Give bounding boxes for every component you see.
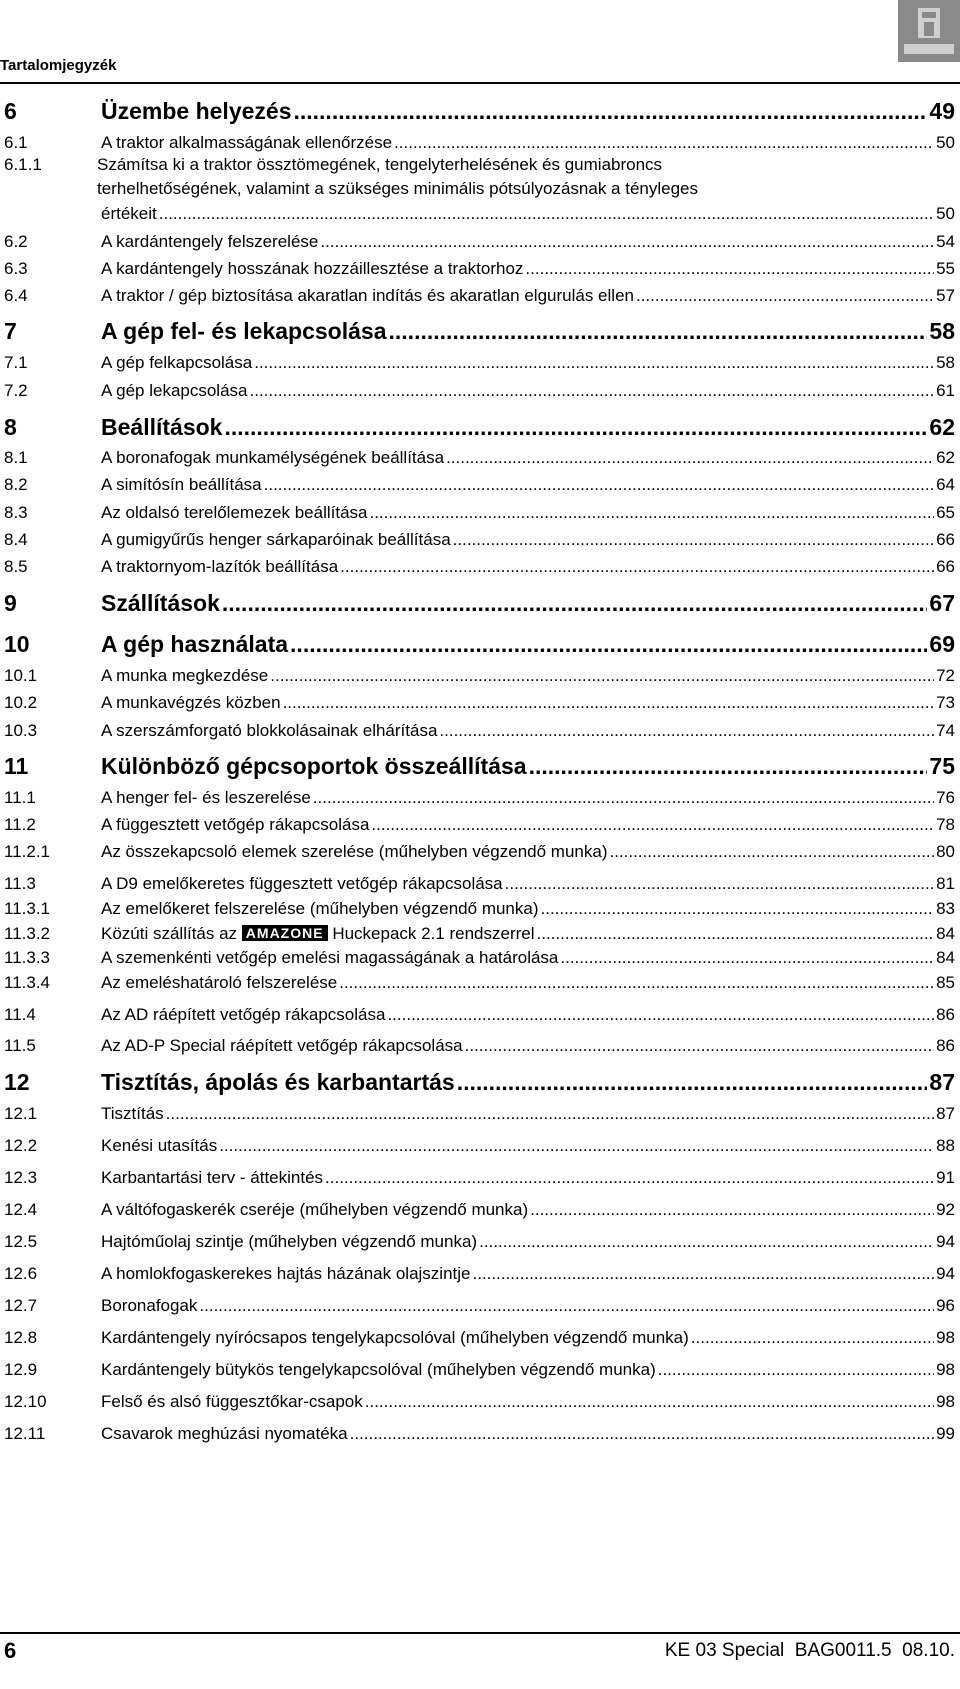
toc-title: Csavarok meghúzási nyomatéka: [101, 1424, 348, 1443]
toc-title: Hajtóműolaj szintje (műhelyben végzendő munka): [101, 1232, 478, 1251]
toc-leader: [525, 257, 934, 281]
toc-title: Kardántengely nyírócsapos tengelykapcsolóval (műhelyben végzendő munka): [101, 1328, 689, 1347]
toc-title: Kenési utasítás: [101, 1136, 218, 1155]
toc-entry-8-2[interactable]: [0, 473, 960, 497]
toc-entry-11-3[interactable]: [0, 872, 960, 896]
toc-entry-11-4[interactable]: [0, 1003, 960, 1027]
toc-entry-11-5[interactable]: [0, 1034, 960, 1058]
toc-leader: [290, 630, 927, 658]
footer-document-reference: KE 03 Special BAG0011.5 08.10.: [664, 1640, 955, 1661]
toc-number: 11.2.1: [4, 842, 51, 861]
toc-page: 76: [936, 788, 955, 807]
toc-entry-7-2[interactable]: [0, 379, 960, 403]
toc-number: 12.3: [4, 1168, 38, 1187]
toc-page: 87: [936, 1104, 955, 1123]
toc-leader: [224, 413, 927, 441]
toc-page: 94: [936, 1232, 955, 1251]
toc-number: 7.1: [4, 353, 28, 372]
toc-number: 11.3.3: [4, 948, 51, 967]
toc-leader: [159, 202, 934, 226]
toc-page: 67: [929, 590, 955, 616]
toc-entry-10-3[interactable]: [0, 719, 960, 743]
toc-leader: [691, 1326, 934, 1350]
toc-title: Kardántengely bütykös tengelykapcsolóval (műhelyben végzendő munka): [101, 1360, 656, 1379]
toc-leader: [365, 1390, 934, 1414]
toc-page: 75: [929, 753, 955, 779]
toc-title: [101, 922, 535, 946]
toc-page: 73: [936, 693, 955, 712]
toc-number: 8.2: [4, 475, 28, 494]
toc-page: 55: [936, 259, 955, 278]
toc-page: 98: [936, 1392, 955, 1411]
toc-page: 49: [929, 98, 955, 124]
toc-leader: [658, 1358, 934, 1382]
toc-entry-11-3-4[interactable]: [0, 971, 960, 995]
toc-number: 8.5: [4, 557, 28, 576]
toc-entry-12-2[interactable]: [0, 1134, 960, 1158]
toc-page: 94: [936, 1264, 955, 1283]
toc-entry-6-2[interactable]: [0, 230, 960, 254]
toc-number: 11.4: [4, 1005, 36, 1024]
toc-number: 7: [4, 318, 17, 344]
toc-entry-8-4[interactable]: [0, 528, 960, 552]
toc-entry-12-1[interactable]: [0, 1102, 960, 1126]
toc-title: A gép felkapcsolása: [101, 353, 253, 372]
toc-entry-12-3[interactable]: [0, 1166, 960, 1190]
amazone-logo: [898, 0, 960, 62]
toc-entry-9[interactable]: [0, 589, 960, 617]
toc-number: 11.3.2: [4, 924, 51, 943]
toc-leader: [293, 97, 927, 125]
toc-page: 92: [936, 1200, 955, 1219]
toc-leader: [530, 1198, 934, 1222]
toc-entry-11-3-3[interactable]: [0, 946, 960, 970]
toc-leader: [537, 922, 935, 946]
toc-entry-7[interactable]: [0, 317, 960, 345]
toc-leader: [387, 1003, 934, 1027]
toc-page: 64: [936, 475, 955, 494]
toc-number: 10.2: [4, 693, 38, 712]
toc-number: 11.2: [4, 815, 36, 834]
toc-leader: [313, 786, 934, 810]
toc-number: 12.11: [4, 1424, 46, 1443]
toc-leader: [389, 317, 928, 345]
toc-page: 86: [936, 1005, 955, 1024]
toc-leader: [465, 1034, 934, 1058]
toc-number: 11: [4, 753, 29, 779]
toc-leader: [369, 501, 934, 525]
toc-page: 85: [936, 973, 955, 992]
toc-page: 74: [936, 721, 955, 740]
toc-entry-6-1[interactable]: [0, 131, 960, 155]
toc-page: 91: [936, 1168, 955, 1187]
toc-title: A váltófogaskerék cseréje (műhelyben végzendő munka): [101, 1200, 529, 1219]
toc-page: 58: [929, 318, 955, 344]
toc-number: 6.4: [4, 286, 28, 305]
toc-number: 11.3.4: [4, 973, 51, 992]
toc-entry-12-4[interactable]: [0, 1198, 960, 1222]
toc-entry-11-2-1[interactable]: [0, 840, 960, 864]
toc-page: 61: [936, 381, 955, 400]
toc-title: A függesztett vetőgép rákapcsolása: [101, 815, 370, 834]
header-rule: [0, 82, 960, 84]
toc-leader: [394, 131, 934, 155]
toc-entry-12-9[interactable]: [0, 1358, 960, 1382]
toc-entry-6-4[interactable]: [0, 284, 960, 308]
toc-title: Tisztítás, ápolás és karbantartás: [101, 1069, 455, 1095]
toc-number: 11.1: [4, 788, 36, 807]
toc-page: 98: [936, 1328, 955, 1347]
toc-page: 62: [929, 414, 955, 440]
toc-page: 84: [936, 948, 955, 967]
toc-title: A gép lekapcsolása: [101, 381, 248, 400]
toc-title: A gép használata: [101, 631, 289, 657]
toc-title: A simítósín beállítása: [101, 475, 262, 494]
toc-number: 11.5: [4, 1036, 36, 1055]
toc-title-post: Huckepack 2.1 rendszerrel: [332, 924, 535, 943]
toc-leader: [473, 1262, 935, 1286]
toc-leader: [254, 351, 934, 375]
toc-title-line: Számítsa ki a traktor össztömegének, tengelyterhelésének és gumiabroncs: [97, 155, 663, 174]
toc-leader: [339, 971, 934, 995]
footer-page-number: 6: [4, 1638, 17, 1663]
toc-page: 88: [936, 1136, 955, 1155]
toc-page: 81: [936, 874, 955, 893]
toc-leader: [457, 1068, 928, 1096]
toc-number: 12.4: [4, 1200, 38, 1219]
toc-leader: [283, 691, 935, 715]
toc-leader: [609, 840, 934, 864]
toc-leader: [439, 719, 934, 743]
toc-page: 69: [929, 631, 955, 657]
page-header-title: Tartalomjegyzék: [0, 57, 117, 74]
toc-title: A kardántengely felszerelése: [101, 232, 319, 251]
toc-leader: [320, 230, 934, 254]
toc-number: 12.6: [4, 1264, 38, 1283]
toc-leader: [446, 446, 934, 470]
toc-page: 62: [936, 448, 955, 467]
toc-entry-8[interactable]: [0, 413, 960, 441]
toc-title: Az emelőkeret felszerelése (műhelyben végzendő munka): [101, 899, 539, 918]
toc-number: 12.1: [4, 1104, 38, 1123]
toc-number: 11.3: [4, 874, 36, 893]
toc-entry-7-1[interactable]: [0, 351, 960, 375]
toc-number: 6.1.1: [4, 155, 42, 174]
toc-title: Boronafogak: [101, 1296, 198, 1315]
toc-page: 80: [936, 842, 955, 861]
toc-page: 87: [929, 1069, 955, 1095]
toc-leader: [222, 589, 928, 617]
toc-leader: [350, 1422, 934, 1446]
toc-title: A kardántengely hosszának hozzáillesztése a traktorhoz: [101, 259, 524, 278]
toc-title-line: terhelhetőségének, valamint a szükséges minimális pótsúlyozásnak a tényleges: [97, 179, 698, 198]
toc-title: A munka megkezdése: [101, 666, 269, 685]
toc-page: 78: [936, 815, 955, 834]
toc-page: 50: [936, 204, 955, 223]
toc-leader: [371, 813, 934, 837]
toc-entry-12-8[interactable]: [0, 1326, 960, 1350]
toc-entry-8-5[interactable]: [0, 555, 960, 579]
toc-title: Az összekapcsoló elemek szerelése (műhelyben végzendő munka): [101, 842, 608, 861]
toc-title: Felső és alsó függesztőkar-csapok: [101, 1392, 363, 1411]
footer-rule: [0, 1632, 960, 1634]
amazone-brand-logo: AMAZONE: [242, 925, 328, 941]
toc-entry-12-7[interactable]: [0, 1294, 960, 1318]
toc-entry-6[interactable]: [0, 97, 960, 125]
toc-page: 84: [936, 924, 955, 943]
toc-number: 12.10: [4, 1392, 47, 1411]
toc-entry-11-1[interactable]: [0, 786, 960, 810]
toc-page: 99: [936, 1424, 955, 1443]
toc-entry-6-3[interactable]: [0, 257, 960, 281]
toc-number: 11.3.1: [4, 899, 51, 918]
toc-title: Az AD ráépített vetőgép rákapcsolása: [101, 1005, 386, 1024]
toc-number: 10.1: [4, 666, 38, 685]
toc-title: A traktornyom-lazítók beállítása: [101, 557, 339, 576]
toc-title: Az emeléshatároló felszerelése: [101, 973, 338, 992]
toc-title: értékeit: [101, 204, 157, 223]
toc-number: 8.1: [4, 448, 28, 467]
toc-page: 96: [936, 1296, 955, 1315]
toc-entry-12[interactable]: [0, 1068, 960, 1096]
toc-entry-10-2[interactable]: [0, 691, 960, 715]
toc-number: 8: [4, 414, 17, 440]
toc-number: 12.7: [4, 1296, 38, 1315]
toc-page: 66: [936, 557, 955, 576]
toc-title: A homlokfogaskerekes hajtás házának olajszintje: [101, 1264, 471, 1283]
toc-number: 12.5: [4, 1232, 38, 1251]
toc-page: 66: [936, 530, 955, 549]
toc-title: A boronafogak munkamélységének beállítása: [101, 448, 445, 467]
toc-title: Tisztítás: [101, 1104, 164, 1123]
toc-title: A gép fel- és lekapcsolása: [101, 318, 387, 344]
toc-title: A szerszámforgató blokkolásainak elhárítása: [101, 721, 438, 740]
toc-number: 6.1: [4, 133, 28, 152]
toc-number: 10.3: [4, 721, 38, 740]
toc-title: A szemenkénti vetőgép emelési magasságának a határolása: [101, 948, 559, 967]
toc-title: A gumigyűrűs henger sárkaparóinak beállítása: [101, 530, 451, 549]
toc-leader: [479, 1230, 934, 1254]
toc-page: 98: [936, 1360, 955, 1379]
toc-number: 12.2: [4, 1136, 38, 1155]
toc-leader: [325, 1166, 934, 1190]
toc-title: Különböző gépcsoportok összeállítása: [101, 753, 527, 779]
toc-page: 83: [936, 899, 955, 918]
toc-entry-12-6[interactable]: [0, 1262, 960, 1286]
toc-entry-12-10[interactable]: [0, 1390, 960, 1414]
toc-entry-10-1[interactable]: [0, 664, 960, 688]
toc-leader: [166, 1102, 934, 1126]
toc-entry-8-1[interactable]: [0, 446, 960, 470]
toc-page: 86: [936, 1036, 955, 1055]
toc-entry-10[interactable]: [0, 630, 960, 658]
toc-title: A munkavégzés közben: [101, 693, 281, 712]
toc-number: 6.2: [4, 232, 28, 251]
toc-page: 58: [936, 353, 955, 372]
toc-entry-12-11[interactable]: [0, 1422, 960, 1446]
toc-entry-6-1-1-end[interactable]: [0, 202, 960, 226]
toc-leader: [264, 473, 934, 497]
toc-title: Az AD-P Special ráépített vetőgép rákapcsolása: [101, 1036, 463, 1055]
toc-leader: [250, 379, 935, 403]
toc-number: 12.8: [4, 1328, 38, 1347]
toc-entry-8-3[interactable]: [0, 501, 960, 525]
toc-title: A traktor / gép biztosítása akaratlan indítás és akaratlan elgurulás ellen: [101, 286, 634, 305]
toc-title: A henger fel- és leszerelése: [101, 788, 311, 807]
toc-title: Beállítások: [101, 414, 223, 440]
toc-leader: [340, 555, 934, 579]
toc-entry-11-2[interactable]: [0, 813, 960, 837]
toc-number: 6: [4, 98, 17, 124]
toc-number: 10: [4, 631, 30, 657]
toc-leader: [199, 1294, 934, 1318]
toc-entry-11[interactable]: [0, 752, 960, 780]
toc-page: 57: [936, 286, 955, 305]
toc-page: 65: [936, 503, 955, 522]
toc-entry-11-3-1[interactable]: [0, 897, 960, 921]
toc-leader: [270, 664, 934, 688]
toc-title: Szállítások: [101, 590, 220, 616]
toc-leader: [453, 528, 934, 552]
toc-leader: [505, 872, 934, 896]
toc-entry-12-5[interactable]: [0, 1230, 960, 1254]
toc-number: 8.3: [4, 503, 28, 522]
toc-page: 50: [936, 133, 955, 152]
toc-number: 8.4: [4, 530, 28, 549]
toc-number: 12.9: [4, 1360, 38, 1379]
toc-title: Karbantartási terv - áttekintés: [101, 1168, 324, 1187]
toc-leader: [636, 284, 934, 308]
toc-number: 7.2: [4, 381, 28, 400]
toc-page: 72: [936, 666, 955, 685]
toc-number: 6.3: [4, 259, 28, 278]
toc-page: 54: [936, 232, 955, 251]
toc-leader: [560, 946, 934, 970]
toc-leader: [541, 897, 935, 921]
toc-title: Üzembe helyezés: [101, 98, 292, 124]
toc-title: A traktor alkalmasságának ellenőrzése: [101, 133, 393, 152]
toc-number: 9: [4, 590, 17, 616]
toc-title-pre: Közúti szállítás az: [101, 924, 238, 943]
toc-entry-11-3-2[interactable]: [0, 922, 960, 946]
toc-number: 12: [4, 1069, 30, 1095]
toc-title: Az oldalsó terelőlemezek beállítása: [101, 503, 368, 522]
toc-title: A D9 emelőkeretes függesztett vetőgép rákapcsolása: [101, 874, 503, 893]
toc-leader: [529, 752, 928, 780]
toc-leader: [219, 1134, 934, 1158]
